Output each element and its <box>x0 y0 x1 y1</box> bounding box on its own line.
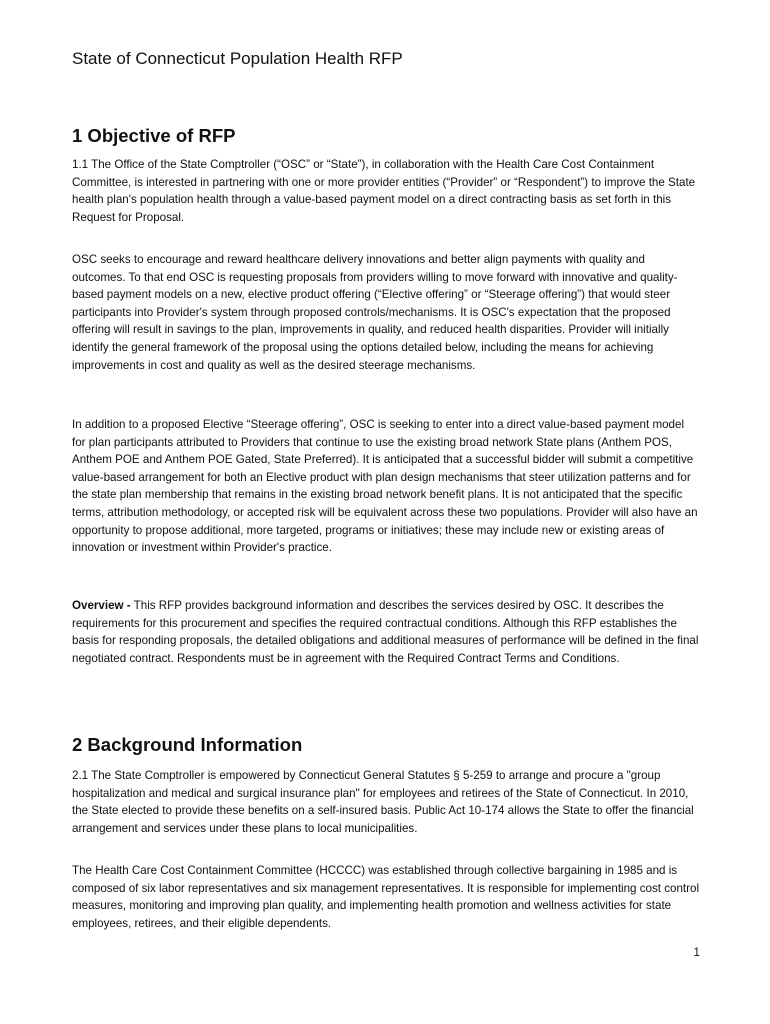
page-number: 1 <box>693 946 700 959</box>
paragraph-hcccc: The Health Care Cost Containment Committee (HCCCC) was established through collective bargaining in 1985 and is composed of six labor representatives and six management representatives. It is responsible for implementing cost control measures, monitoring and improving plan quality, and implementing health promotion and wellness activities for state employees, retirees, and their eligible dependents. <box>72 864 700 930</box>
paragraph-elective-steerage: In addition to a proposed Elective “Steerage offering”, OSC is seeking to enter into a direct value-based payment model for plan participants attributed to Providers that continue to use the existing broad network State plans (Anthem POS, Anthem POE and Anthem POE Gated, State Preferred). It is anticipated that a successful bidder will submit a competitive value-based arrangement for both an Elective product with plan design mechanisms that steer utilization patterns and for the state plan membership that remains in the existing broad network benefit plans. It is not anticipated that the specific terms, attribution methodology, or accepted risk will be equivalent across these two populations. Provider will also have an opportunity to propose additional, more targeted, programs or initiatives; these may include new or existing areas of innovation or investment within Provider's practice. <box>72 418 698 555</box>
paragraph-objective-intro: 1.1 The Office of the State Comptroller (“OSC” or “State”), in collaboration with the Health Care Cost Containment Committee, is interested in partnering with one or more provider entities (“Provider” or “Respondent”) to improve the State health plan's population health through a value-based payment model on a direct contracting basis as set forth in this Request for Proposal. <box>72 158 696 224</box>
paragraph-state-comptroller: 2.1 The State Comptroller is empowered by Connecticut General Statutes § 5-259 to arrange and procure a "group hospitalization and medical and surgical insurance plan" for employees and retirees of the State of Connecticut. In 2010, the State elected to provide these benefits on a self-insured basis. Public Act 10-174 allows the State to offer the financial arrangement and services under these plans to local municipalities. <box>72 769 694 835</box>
overview-text: This RFP provides background information and describes the services desired by OSC. It describes the requirements for this procurement and specifies the required contractual conditions. Although this RFP establishes the basis for responding proposals, the detailed obligations and additional measures of performance will be defined in the final negotiated contract. Respondents must be in agreement with the Required Contract Terms and Conditions. <box>72 599 699 665</box>
paragraph-overview <box>72 597 700 667</box>
paragraph-osc-innovation: OSC seeks to encourage and reward healthcare delivery innovations and better align payments with quality and outcomes. To that end OSC is requesting proposals from providers willing to move forward with innovative and quality-based payment models on a new, elective product offering (“Elective offering” or “Steerage offering”) that would steer participants into Provider's system through proposed controls/mechanisms. It is OSC's expectation that the proposed offering will result in savings to the plan, improvements in quality, and reduced health disparities. Provider will initially identify the general framework of the proposal using the options detailed below, including the means for achieving improvements in cost and quality as well as the desired steerage mechanisms. <box>72 253 678 372</box>
overview-label: Overview - <box>72 599 131 612</box>
document-page <box>72 0 700 1024</box>
section-heading-background: 2 Background Information <box>72 734 303 755</box>
section-heading-objective: 1 Objective of RFP <box>72 125 236 146</box>
document-title: State of Connecticut Population Health RFP <box>72 49 403 68</box>
